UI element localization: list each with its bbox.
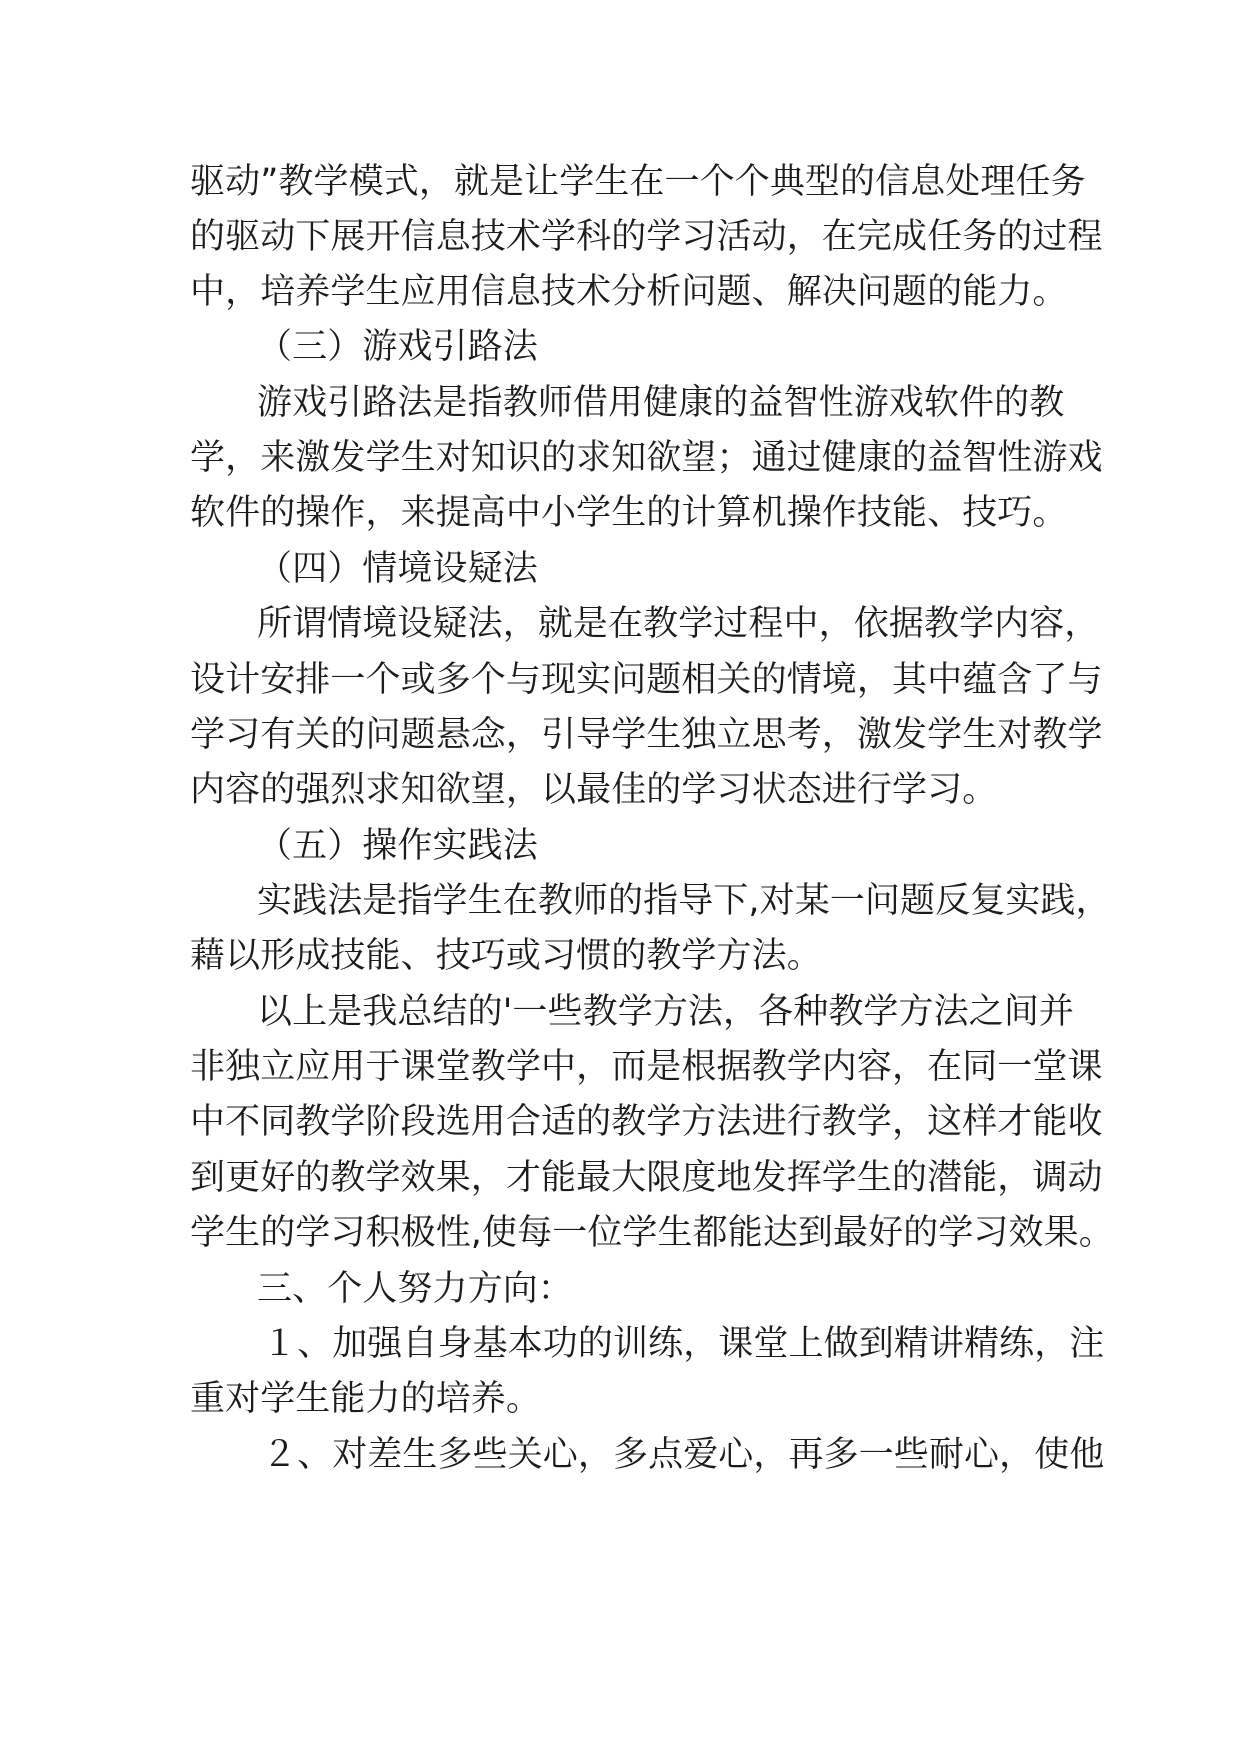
body-line: 中不同教学阶段选用合适的教学方法进行教学，这样才能收 (190, 1102, 1103, 1142)
body-line: 所谓情境设疑法，就是在教学过程中，依据教学内容， (257, 604, 1100, 644)
body-line: 学，来激发学生对知识的求知欲望；通过健康的益智性游戏 (190, 438, 1103, 478)
body-line: 内容的强烈求知欲望，以最佳的学习状态进行学习。 (190, 770, 998, 810)
body-line: 藉以形成技能、技巧或习惯的教学方法。 (190, 936, 822, 976)
body-line: 到更好的教学效果，才能最大限度地发挥学生的潜能，调动 (190, 1158, 1103, 1198)
body-line: 中，培养学生应用信息技术分析问题、解决问题的能力。 (190, 272, 1068, 312)
body-line: 重对学生能力的培养。 (190, 1379, 542, 1419)
body-line: 以上是我总结的'一些教学方法，各种教学方法之间并 (257, 992, 1075, 1032)
body-line: ２、对差生多些关心，多点爱心，再多一些耐心，使他 (262, 1435, 1105, 1475)
body-line: 游戏引路法是指教师借用健康的益智性游戏软件的教 (257, 383, 1065, 423)
body-line: 设计安排一个或多个与现实问题相关的情境，其中蕴含了与 (190, 660, 1103, 700)
body-line: 学习有关的问题悬念，引导学生独立思考，激发学生对教学 (190, 715, 1103, 755)
body-line: １、加强自身基本功的训练，课堂上做到精讲精练，注 (262, 1324, 1105, 1364)
body-line: 的驱动下展开信息技术学科的学习活动，在完成任务的过程 (190, 217, 1103, 257)
body-line: 非独立应用于课堂教学中，而是根据教学内容，在同一堂课 (190, 1047, 1103, 1087)
body-line: 软件的操作，来提高中小学生的计算机操作技能、技巧。 (190, 493, 1068, 533)
section-heading: 三、个人努力方向： (257, 1269, 573, 1309)
body-line: 驱动”教学模式，就是让学生在一个个典型的信息处理任务 (190, 162, 1086, 202)
body-line: 实践法是指学生在教师的指导下,对某一问题反复实践， (257, 881, 1111, 921)
section-heading: （四）情境设疑法 (257, 549, 538, 589)
section-heading: （五）操作实践法 (257, 826, 538, 866)
section-heading: （三）游戏引路法 (257, 327, 538, 367)
body-line: 学生的学习积极性,使每一位学生都能达到最好的学习效果。 (190, 1213, 1114, 1253)
